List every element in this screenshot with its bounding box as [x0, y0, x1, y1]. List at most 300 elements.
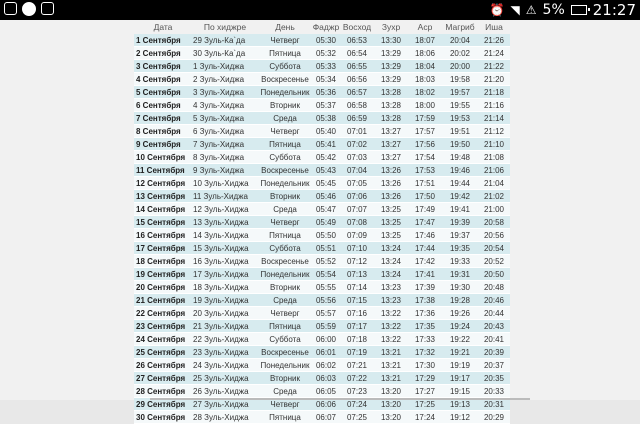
cell-fajr: 05:42: [312, 151, 340, 164]
cell-sunrise: 07:24: [340, 398, 374, 411]
cell-hijri: 5 Зуль-Хиджа: [192, 112, 258, 125]
cell-sunrise: 06:57: [340, 86, 374, 99]
cell-day: Суббота: [258, 151, 312, 164]
cell-asr: 18:07: [408, 34, 442, 47]
cell-day: Пятница: [258, 320, 312, 333]
cell-isha: 20:41: [478, 333, 510, 346]
cell-hijri: 19 Зуль-Хиджа: [192, 294, 258, 307]
cell-sunrise: 06:59: [340, 112, 374, 125]
cell-hijri: 6 Зуль-Хиджа: [192, 125, 258, 138]
cell-day: Четверг: [258, 34, 312, 47]
cell-date: 13 Сентября: [134, 190, 192, 203]
cell-maghrib: 19:39: [442, 216, 478, 229]
cell-sunrise: 07:19: [340, 346, 374, 359]
cell-dhuhr: 13:21: [374, 359, 408, 372]
cell-fajr: 05:51: [312, 242, 340, 255]
cell-sunrise: 07:08: [340, 216, 374, 229]
cell-sunrise: 06:53: [340, 34, 374, 47]
cell-maghrib: 19:55: [442, 99, 478, 112]
cell-hijri: 15 Зуль-Хиджа: [192, 242, 258, 255]
cell-maghrib: 19:51: [442, 125, 478, 138]
cell-isha: 20:54: [478, 242, 510, 255]
cell-dhuhr: 13:27: [374, 125, 408, 138]
cell-dhuhr: 13:21: [374, 372, 408, 385]
cell-hijri: 12 Зуль-Хиджа: [192, 203, 258, 216]
cell-sunrise: 06:58: [340, 99, 374, 112]
cell-hijri: 28 Зуль-Хиджа: [192, 411, 258, 424]
cell-maghrib: 19:46: [442, 164, 478, 177]
cell-asr: 17:36: [408, 307, 442, 320]
cell-hijri: 11 Зуль-Хиджа: [192, 190, 258, 203]
cell-sunrise: 07:23: [340, 385, 374, 398]
battery-icon: [571, 5, 587, 15]
cell-date: 11 Сентября: [134, 164, 192, 177]
cell-asr: 18:06: [408, 47, 442, 60]
cell-dhuhr: 13:21: [374, 346, 408, 359]
cell-fajr: 05:41: [312, 138, 340, 151]
cell-isha: 20:50: [478, 268, 510, 281]
cell-fajr: 05:36: [312, 86, 340, 99]
table-row: [134, 242, 510, 255]
table-body: [134, 34, 510, 424]
cell-hijri: 1 Зуль-Хиджа: [192, 60, 258, 73]
cell-sunrise: 07:15: [340, 294, 374, 307]
cell-maghrib: 19:53: [442, 112, 478, 125]
alarm-icon: ⏰: [489, 3, 505, 17]
cell-fajr: 06:00: [312, 333, 340, 346]
table-row: [134, 229, 510, 242]
cell-sunrise: 07:05: [340, 177, 374, 190]
table-row: [134, 294, 510, 307]
cell-day: Суббота: [258, 242, 312, 255]
cell-dhuhr: 13:24: [374, 242, 408, 255]
cell-maghrib: 19:50: [442, 138, 478, 151]
cell-maghrib: 20:00: [442, 60, 478, 73]
cell-dhuhr: 13:22: [374, 320, 408, 333]
cell-maghrib: 19:30: [442, 281, 478, 294]
cell-dhuhr: 13:20: [374, 385, 408, 398]
cell-asr: 17:38: [408, 294, 442, 307]
cell-date: 20 Сентября: [134, 281, 192, 294]
cell-day: Понедельник: [258, 359, 312, 372]
cell-asr: 17:39: [408, 281, 442, 294]
col-header-sunrise: Восход: [340, 20, 374, 34]
table-row: [134, 112, 510, 125]
cell-day: Понедельник: [258, 177, 312, 190]
cell-isha: 20:39: [478, 346, 510, 359]
cell-hijri: 27 Зуль-Хиджа: [192, 398, 258, 411]
cell-maghrib: 19:12: [442, 411, 478, 424]
cell-dhuhr: 13:22: [374, 333, 408, 346]
cell-date: 27 Сентября: [134, 372, 192, 385]
col-header-date: Дата: [134, 20, 192, 34]
cell-maghrib: 19:15: [442, 385, 478, 398]
clock: 21:27: [592, 1, 636, 19]
cell-sunrise: 07:16: [340, 307, 374, 320]
cell-isha: 20:44: [478, 307, 510, 320]
cell-dhuhr: 13:23: [374, 294, 408, 307]
signal-icon: ⚠: [525, 3, 537, 17]
cell-asr: 17:56: [408, 138, 442, 151]
table-row: [134, 385, 510, 398]
cell-sunrise: 06:56: [340, 73, 374, 86]
table-row: [134, 125, 510, 138]
cell-sunrise: 07:12: [340, 255, 374, 268]
status-bar: [0, 0, 640, 20]
table-row: [134, 268, 510, 281]
table-row: [134, 346, 510, 359]
cell-asr: 17:54: [408, 151, 442, 164]
cell-day: Четверг: [258, 398, 312, 411]
cell-date: 1 Сентября: [134, 34, 192, 47]
cell-maghrib: 19:19: [442, 359, 478, 372]
cell-day: Суббота: [258, 60, 312, 73]
cell-date: 22 Сентября: [134, 307, 192, 320]
table-row: [134, 60, 510, 73]
cell-dhuhr: 13:24: [374, 255, 408, 268]
cell-fajr: 06:02: [312, 359, 340, 372]
cell-isha: 20:31: [478, 398, 510, 411]
cell-isha: 20:43: [478, 320, 510, 333]
cell-maghrib: 19:35: [442, 242, 478, 255]
cell-dhuhr: 13:26: [374, 177, 408, 190]
cell-fajr: 05:46: [312, 190, 340, 203]
cell-hijri: 29 Зуль-Ка`да: [192, 34, 258, 47]
cell-day: Пятница: [258, 47, 312, 60]
cell-dhuhr: 13:28: [374, 112, 408, 125]
cell-hijri: 30 Зуль-Ка`да: [192, 47, 258, 60]
table-row: [134, 281, 510, 294]
table-row: [134, 73, 510, 86]
cell-asr: 17:47: [408, 216, 442, 229]
cell-asr: 17:29: [408, 372, 442, 385]
cell-day: Суббота: [258, 333, 312, 346]
cell-maghrib: 19:24: [442, 320, 478, 333]
cell-hijri: 2 Зуль-Хиджа: [192, 73, 258, 86]
cell-maghrib: 19:21: [442, 346, 478, 359]
cell-hijri: 21 Зуль-Хиджа: [192, 320, 258, 333]
cell-day: Понедельник: [258, 268, 312, 281]
cell-dhuhr: 13:25: [374, 229, 408, 242]
cell-sunrise: 07:09: [340, 229, 374, 242]
wifi-icon: ◥: [510, 3, 520, 17]
cell-fajr: 06:07: [312, 411, 340, 424]
cell-fajr: 05:49: [312, 216, 340, 229]
cell-isha: 20:46: [478, 294, 510, 307]
cell-fajr: 05:30: [312, 34, 340, 47]
cell-dhuhr: 13:26: [374, 190, 408, 203]
cell-hijri: 20 Зуль-Хиджа: [192, 307, 258, 320]
cell-isha: 21:24: [478, 47, 510, 60]
cell-sunrise: 07:04: [340, 164, 374, 177]
cell-date: 29 Сентября: [134, 398, 192, 411]
cell-dhuhr: 13:28: [374, 86, 408, 99]
cell-asr: 17:24: [408, 411, 442, 424]
cell-maghrib: 19:28: [442, 294, 478, 307]
cell-asr: 17:49: [408, 203, 442, 216]
cell-hijri: 17 Зуль-Хиджа: [192, 268, 258, 281]
cell-fajr: 05:34: [312, 73, 340, 86]
cell-day: Воскресенье: [258, 73, 312, 86]
cell-date: 28 Сентября: [134, 385, 192, 398]
cell-fajr: 05:54: [312, 268, 340, 281]
table-row: [134, 203, 510, 216]
cell-maghrib: 19:58: [442, 73, 478, 86]
cell-date: 8 Сентября: [134, 125, 192, 138]
cell-asr: 18:00: [408, 99, 442, 112]
cell-isha: 20:56: [478, 229, 510, 242]
table-row: [134, 151, 510, 164]
cell-fajr: 05:40: [312, 125, 340, 138]
cell-hijri: 13 Зуль-Хиджа: [192, 216, 258, 229]
cell-fajr: 05:50: [312, 229, 340, 242]
col-header-maghrib: Магриб: [442, 20, 478, 34]
cell-fajr: 05:33: [312, 60, 340, 73]
cell-date: 4 Сентября: [134, 73, 192, 86]
cell-fajr: 05:38: [312, 112, 340, 125]
cell-date: 12 Сентября: [134, 177, 192, 190]
cell-date: 6 Сентября: [134, 99, 192, 112]
cell-isha: 21:10: [478, 138, 510, 151]
cell-date: 10 Сентября: [134, 151, 192, 164]
cell-dhuhr: 13:24: [374, 268, 408, 281]
cell-fajr: 05:47: [312, 203, 340, 216]
cell-dhuhr: 13:22: [374, 307, 408, 320]
cell-date: 26 Сентября: [134, 359, 192, 372]
instagram-icon: [41, 2, 54, 15]
cell-date: 19 Сентября: [134, 268, 192, 281]
table-row: [134, 164, 510, 177]
cell-day: Среда: [258, 112, 312, 125]
cell-sunrise: 07:14: [340, 281, 374, 294]
cell-isha: 21:02: [478, 190, 510, 203]
cell-day: Четверг: [258, 307, 312, 320]
notification-icons: [4, 2, 54, 16]
cell-maghrib: 19:37: [442, 229, 478, 242]
cell-isha: 20:29: [478, 411, 510, 424]
cell-day: Пятница: [258, 138, 312, 151]
cell-hijri: 7 Зуль-Хиджа: [192, 138, 258, 151]
cell-fajr: 05:59: [312, 320, 340, 333]
cell-asr: 17:41: [408, 268, 442, 281]
cell-isha: 21:14: [478, 112, 510, 125]
cell-sunrise: 07:01: [340, 125, 374, 138]
cell-sunrise: 07:25: [340, 411, 374, 424]
cell-maghrib: 19:57: [442, 86, 478, 99]
cell-isha: 21:16: [478, 99, 510, 112]
table-row: [134, 86, 510, 99]
cell-asr: 17:53: [408, 164, 442, 177]
cell-hijri: 14 Зуль-Хиджа: [192, 229, 258, 242]
cell-day: Вторник: [258, 372, 312, 385]
cell-isha: 21:12: [478, 125, 510, 138]
cell-maghrib: 19:22: [442, 333, 478, 346]
cell-isha: 21:20: [478, 73, 510, 86]
cell-hijri: 9 Зуль-Хиджа: [192, 164, 258, 177]
cell-day: Вторник: [258, 190, 312, 203]
table-row: [134, 190, 510, 203]
cell-isha: 20:48: [478, 281, 510, 294]
table-row: [134, 99, 510, 112]
cell-hijri: 22 Зуль-Хиджа: [192, 333, 258, 346]
cell-fajr: 05:56: [312, 294, 340, 307]
cell-date: 17 Сентября: [134, 242, 192, 255]
cell-hijri: 18 Зуль-Хиджа: [192, 281, 258, 294]
app-badge-icon: [22, 2, 36, 16]
instagram-icon: [4, 2, 17, 15]
cell-sunrise: 07:22: [340, 372, 374, 385]
cell-dhuhr: 13:29: [374, 73, 408, 86]
cell-fajr: 06:05: [312, 385, 340, 398]
table-row: [134, 255, 510, 268]
system-tray: [490, 1, 636, 19]
cell-asr: 18:02: [408, 86, 442, 99]
page-content[interactable]: [0, 20, 640, 422]
cell-dhuhr: 13:23: [374, 281, 408, 294]
prayer-times-table: [134, 20, 510, 424]
cell-asr: 17:42: [408, 255, 442, 268]
cell-day: Вторник: [258, 281, 312, 294]
cell-hijri: 3 Зуль-Хиджа: [192, 86, 258, 99]
cell-isha: 21:04: [478, 177, 510, 190]
cell-maghrib: 19:42: [442, 190, 478, 203]
cell-day: Воскресенье: [258, 164, 312, 177]
cell-day: Пятница: [258, 229, 312, 242]
cell-asr: 17:50: [408, 190, 442, 203]
cell-asr: 17:32: [408, 346, 442, 359]
cell-fajr: 05:45: [312, 177, 340, 190]
cell-fajr: 06:01: [312, 346, 340, 359]
cell-hijri: 10 Зуль-Хиджа: [192, 177, 258, 190]
cell-fajr: 05:57: [312, 307, 340, 320]
table-row: [134, 138, 510, 151]
cell-maghrib: 19:44: [442, 177, 478, 190]
cell-asr: 17:27: [408, 385, 442, 398]
cell-date: 5 Сентября: [134, 86, 192, 99]
cell-isha: 21:08: [478, 151, 510, 164]
cell-maghrib: 19:17: [442, 372, 478, 385]
cell-fajr: 05:37: [312, 99, 340, 112]
col-header-fajr: Фаджр: [312, 22, 340, 32]
table-row: [134, 333, 510, 346]
cell-isha: 21:22: [478, 60, 510, 73]
cell-sunrise: 07:03: [340, 151, 374, 164]
cell-asr: 18:04: [408, 60, 442, 73]
cell-date: 9 Сентября: [134, 138, 192, 151]
cell-dhuhr: 13:30: [374, 34, 408, 47]
col-header-hijri: По хиджре: [192, 20, 258, 34]
cell-date: 18 Сентября: [134, 255, 192, 268]
table-row: [134, 359, 510, 372]
cell-date: 25 Сентября: [134, 346, 192, 359]
cell-fajr: 05:52: [312, 255, 340, 268]
table-header-row: [134, 20, 510, 34]
cell-date: 23 Сентября: [134, 320, 192, 333]
cell-isha: 20:52: [478, 255, 510, 268]
cell-asr: 17:35: [408, 320, 442, 333]
cell-dhuhr: 13:25: [374, 203, 408, 216]
cell-asr: 17:33: [408, 333, 442, 346]
cell-dhuhr: 13:28: [374, 99, 408, 112]
table-row: [134, 320, 510, 333]
cell-fajr: 05:32: [312, 47, 340, 60]
cell-asr: 17:51: [408, 177, 442, 190]
cell-asr: 17:25: [408, 398, 442, 411]
cell-isha: 20:33: [478, 385, 510, 398]
cell-sunrise: 07:02: [340, 138, 374, 151]
cell-dhuhr: 13:20: [374, 398, 408, 411]
cell-asr: 17:57: [408, 125, 442, 138]
cell-sunrise: 06:54: [340, 47, 374, 60]
cell-isha: 21:26: [478, 34, 510, 47]
cell-asr: 17:44: [408, 242, 442, 255]
cell-day: Понедельник: [258, 86, 312, 99]
cell-sunrise: 07:06: [340, 190, 374, 203]
cell-hijri: 4 Зуль-Хиджа: [192, 99, 258, 112]
cell-sunrise: 06:55: [340, 60, 374, 73]
cell-isha: 20:58: [478, 216, 510, 229]
table-row: [134, 47, 510, 60]
cell-sunrise: 07:07: [340, 203, 374, 216]
cell-maghrib: 19:26: [442, 307, 478, 320]
cell-dhuhr: 13:27: [374, 151, 408, 164]
battery-percent: 5%: [542, 2, 565, 18]
cell-asr: 18:03: [408, 73, 442, 86]
cell-hijri: 8 Зуль-Хиджа: [192, 151, 258, 164]
cell-dhuhr: 13:29: [374, 60, 408, 73]
cell-asr: 17:46: [408, 229, 442, 242]
cell-day: Воскресенье: [258, 346, 312, 359]
col-header-dhuhr: Зухр: [374, 20, 408, 34]
prayer-times-table-wrapper: [134, 20, 510, 424]
cell-date: 14 Сентября: [134, 203, 192, 216]
cell-date: 21 Сентября: [134, 294, 192, 307]
cell-fajr: 06:06: [312, 398, 340, 411]
cell-day: Среда: [258, 203, 312, 216]
cell-maghrib: 19:31: [442, 268, 478, 281]
cell-maghrib: 19:48: [442, 151, 478, 164]
cell-date: 16 Сентября: [134, 229, 192, 242]
cell-date: 24 Сентября: [134, 333, 192, 346]
cell-date: 15 Сентября: [134, 216, 192, 229]
cell-sunrise: 07:17: [340, 320, 374, 333]
cell-date: 3 Сентября: [134, 60, 192, 73]
cell-fajr: 05:43: [312, 164, 340, 177]
cell-day: Вторник: [258, 99, 312, 112]
cell-asr: 17:59: [408, 112, 442, 125]
cell-maghrib: 20:04: [442, 34, 478, 47]
cell-hijri: 16 Зуль-Хиджа: [192, 255, 258, 268]
col-header-asr: Аср: [408, 20, 442, 34]
cell-day: Четверг: [258, 216, 312, 229]
table-row: [134, 307, 510, 320]
cell-isha: 21:06: [478, 164, 510, 177]
cell-dhuhr: 13:26: [374, 164, 408, 177]
cell-day: Воскресенье: [258, 255, 312, 268]
cell-isha: 21:00: [478, 203, 510, 216]
table-row: [134, 411, 510, 424]
cell-date: 30 Сентября: [134, 411, 192, 424]
cell-dhuhr: 13:25: [374, 216, 408, 229]
cell-hijri: 24 Зуль-Хиджа: [192, 359, 258, 372]
table-row: [134, 372, 510, 385]
cell-fajr: 05:55: [312, 281, 340, 294]
cell-day: Четверг: [258, 125, 312, 138]
cell-maghrib: 19:41: [442, 203, 478, 216]
cell-date: 2 Сентября: [134, 47, 192, 60]
table-row: [134, 216, 510, 229]
cell-isha: 21:18: [478, 86, 510, 99]
